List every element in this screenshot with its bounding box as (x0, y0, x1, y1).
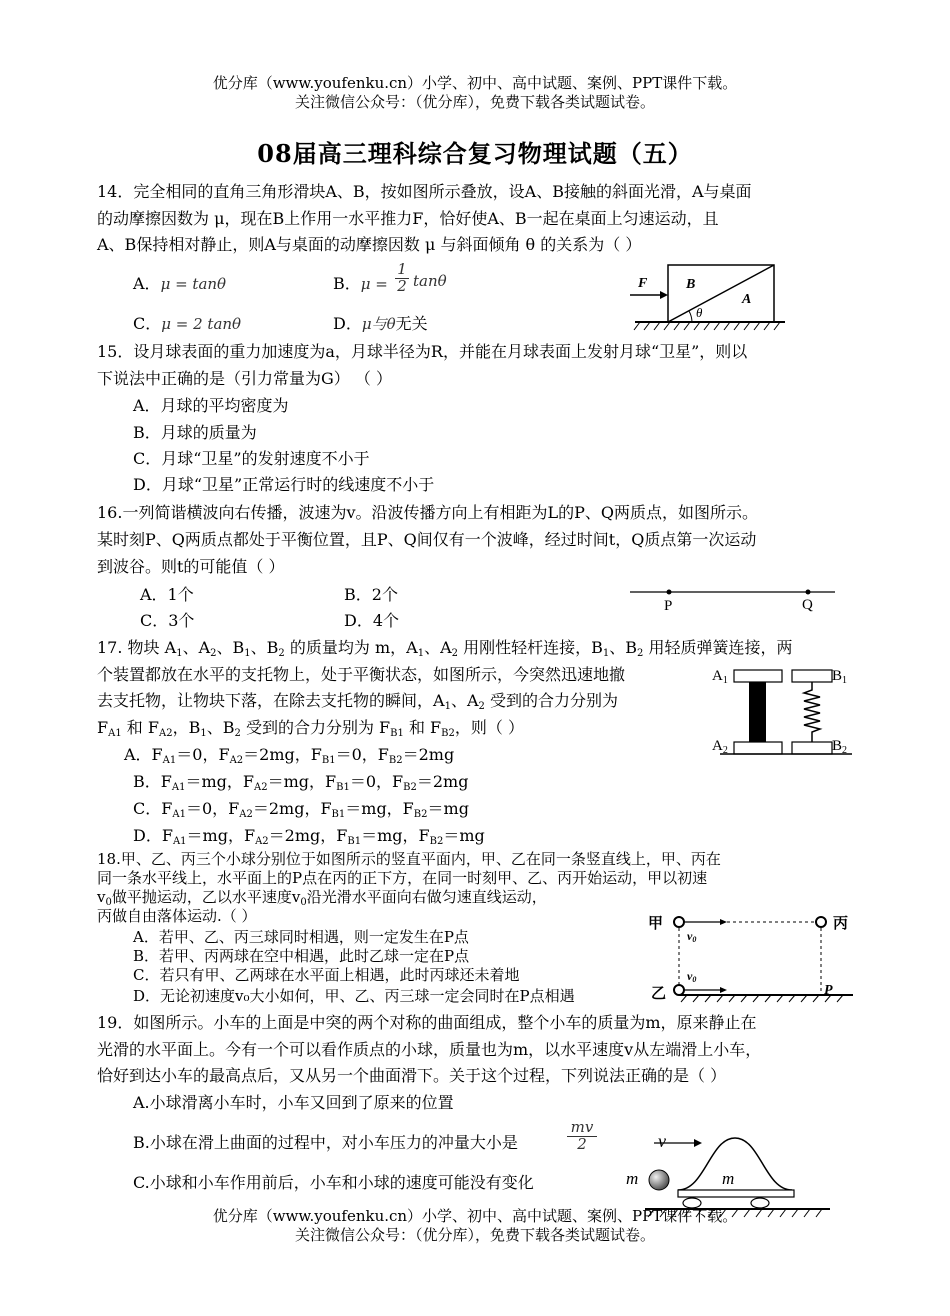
q19-option-b-fraction: mv 2 (567, 1120, 597, 1152)
q15-option-a: A．月球的平均密度为 (133, 396, 289, 415)
q15-option-d: D．月球“卫星”正常运行时的线速度不小于 (133, 475, 435, 494)
q17-fig-b1-label: $B_1$ (832, 668, 848, 686)
q19-option-b: B.小球在滑上曲面的过程中，对小车压力的冲量大小是 (133, 1133, 518, 1152)
q17-fig-a1-label: $A_1$ (712, 668, 728, 686)
q17-line-1: 17. 物块 $A_1$、$A_2$、$B_1$、$B_2$ 的质量均为 m，$A_1$、$A_2$ 用刚性轻杆连接，$B_1$、$B_2$ 用轻质弹簧连接，两 (97, 638, 793, 659)
q16-option-d: D．4个 (344, 611, 400, 630)
q19-fig-m-cart-label: m (722, 1169, 735, 1188)
q17-fig-a2-label: $A_2$ (712, 738, 728, 756)
q18-line-1: 18.甲、乙、丙三个小球分别位于如图所示的竖直平面内，甲、乙在同一条竖直线上，甲、丙在 (97, 850, 721, 868)
q17-figure (710, 660, 855, 760)
page-title: 08届高三理科综合复习物理试题（五） (257, 139, 693, 168)
q17-line-2: 个装置都放在水平的支托物上，处于平衡状态，如图所示，今突然迅速地撤 (97, 665, 626, 684)
footer-line-1: 优分库（www.youfenku.cn）小学、初中、高中试题、案例、PPT课件下载。 (212, 1207, 738, 1225)
footer-line-2: 关注微信公众号：（优分库），免费下载各类试题试卷。 (294, 1226, 655, 1244)
q16-line-2: 某时刻P、Q两质点都处于平衡位置，且P、Q间仅有一个波峰，经过时间t，Q质点第一次运动 (97, 530, 757, 549)
q18-fig-v0-bottom-label: v0 (687, 969, 697, 984)
q17-line-3: 去支托物，让物块下落，在除去支托物的瞬间，$A_1$、$A_2$ 受到的合力分别为 (97, 691, 618, 712)
q19-option-a: A.小球滑离小车时，小车又回到了原来的位置 (133, 1093, 454, 1112)
q18-option-a: A．若甲、乙、丙三球同时相遇，则一定发生在P点 (133, 928, 469, 946)
q14-option-b: B．μ = (333, 274, 388, 293)
q19-fig-v-label: v (658, 1131, 666, 1151)
q14-line-2: 的动摩擦因数为 μ，现在B上作用一水平推力F，恰好使A、B一起在桌面上匀速运动，且 (97, 209, 719, 228)
q15-option-b: B．月球的质量为 (133, 423, 257, 442)
q14-option-d: D．μ与θ无关 (333, 314, 428, 333)
q18-fig-bing-label: 丙 (833, 916, 849, 932)
q17-option-a: A．$F_{A1}=0$，$F_{A2}=2mg$，$F_{B1}=0$，$F_{B2}=2mg$ (124, 745, 455, 766)
q18-fig-yi-label: 乙 (651, 986, 667, 1002)
q18-line-2: 同一条水平线上，水平面上的P点在丙的正下方，在同一时刻甲、乙、丙开始运动，甲以初速 (97, 869, 708, 887)
q18-fig-jia-label: 甲 (648, 916, 664, 932)
q14-option-b-fraction: 1 2 (395, 262, 409, 294)
q17-option-c: C．$F_{A1}=0$，$F_{A2}=2mg$，$F_{B1}=mg$，$F_{B2}=mg$ (133, 799, 469, 820)
q14-option-b-tan: tanθ (413, 272, 447, 290)
q16-fig-p-label: P (664, 598, 673, 614)
q18-figure (643, 908, 858, 1008)
q18-line-4: 丙做自由落体运动.（ ） (97, 907, 257, 925)
q18-option-d: D．无论初速度v₀大小如何，甲、乙、丙三球一定会同时在P点相遇 (133, 987, 575, 1005)
q14-fig-f-label: F (638, 276, 648, 291)
q14-fig-a-label: A (742, 292, 752, 307)
q18-option-b: B．若甲、丙两球在空中相遇，此时乙球一定在P点 (133, 947, 470, 965)
q16-option-a: A．1个 (140, 585, 194, 604)
q15-line-2: 下说法中正确的是（引力常量为G） （ ） (97, 369, 392, 388)
q14-option-a: A．μ = tanθ (133, 274, 227, 293)
q14-line-1: 14．完全相同的直角三角形滑块A、B，按如图所示叠放，设A、B接触的斜面光滑，A与桌面 (97, 182, 752, 201)
q19-line-3: 恰好到达小车的最高点后，又从另一个曲面滑下。关于这个过程，下列说法正确的是（ ） (97, 1066, 727, 1085)
q14-fig-b-label: B (686, 277, 696, 292)
q17-option-b: B．$F_{A1}=mg$，$F_{A2}=mg$，$F_{B1}=0$，$F_{B2}=2mg$ (133, 772, 469, 793)
q17-option-d: D．$F_{A1}=mg$，$F_{A2}=2mg$，$F_{B1}=mg$，$F_{B2}=mg$ (133, 826, 485, 847)
header-line-1: 优分库（www.youfenku.cn）小学、初中、高中试题、案例、PPT课件下载。 (212, 74, 738, 92)
q17-fig-b2-label: $B_2$ (832, 738, 848, 756)
q14-option-c: C．μ = 2 tanθ (133, 314, 242, 333)
q18-option-c: C．若只有甲、乙两球在水平面上相遇，此时丙球还未着地 (133, 966, 520, 984)
q15-line-1: 15．设月球表面的重力加速度为a，月球半径为R，并能在月球表面上发射月球“卫星”，则以 (97, 342, 748, 361)
q16-line-3: 到波谷。则t的可能值（ ） (97, 557, 285, 576)
header-line-2: 关注微信公众号：（优分库），免费下载各类试题试卷。 (294, 93, 655, 111)
q19-option-c: C.小球和小车作用前后，小车和小球的速度可能没有变化 (133, 1173, 534, 1192)
q14-fig-theta-label: θ (696, 305, 703, 320)
q16-option-b: B．2个 (344, 585, 398, 604)
q14-line-3: A、B保持相对静止，则A与桌面的动摩擦因数 μ 与斜面倾角 θ 的关系为（ ） (97, 235, 642, 254)
q15-option-c: C．月球“卫星”的发射速度不小于 (133, 449, 370, 468)
q16-fig-q-label: Q (802, 597, 813, 613)
q18-line-3: $v_0$做平抛运动，乙以水平速度$v_0$沿光滑水平面向右做匀速直线运动， (97, 888, 547, 908)
q16-option-c: C．3个 (140, 611, 195, 630)
q16-figure (625, 582, 840, 614)
q18-fig-v0-top-label: v0 (687, 929, 697, 944)
q18-fig-p-label: P (824, 983, 833, 998)
q16-line-1: 16.一列简谐横波向右传播，波速为v。沿波传播方向上有相距为L的P、Q两质点，如图所示。 (97, 503, 758, 522)
q19-fig-m-ball-label: m (626, 1169, 639, 1188)
q14-figure (630, 255, 790, 335)
q19-line-2: 光滑的水平面上。今有一个可以看作质点的小球，质量也为m，以水平速度v从左端滑上小车， (97, 1040, 762, 1059)
q19-line-1: 19．如图所示。小车的上面是中突的两个对称的曲面组成，整个小车的质量为m，原来静止在 (97, 1013, 757, 1032)
q17-line-4: $F_{A1}$ 和 $F_{A2}$，$B_1$、$B_2$ 受到的合力分别为 $F_{B1}$ 和 $F_{B2}$，则（ ） (97, 718, 524, 739)
